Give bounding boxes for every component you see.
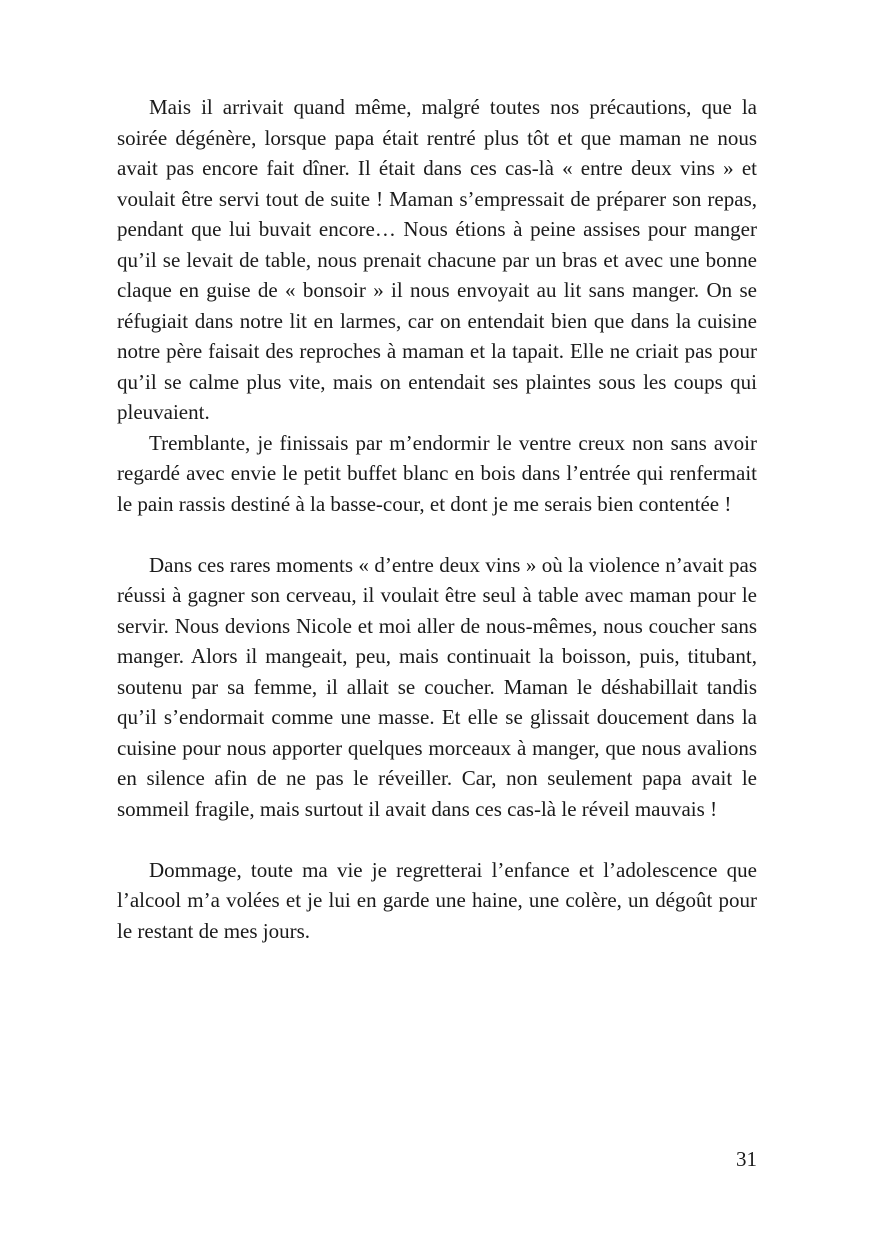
page-number: 31 — [736, 1147, 757, 1171]
paragraph: Tremblante, je finissais par m’endormir le ventre creux non sans avoir regardé avec envie le petit buffet blanc en bois dans l’entrée qui renfermait le pain rassis destiné à la basse-cour, et dont je me serais bien contentée ! — [117, 430, 757, 516]
paragraph-spacer — [117, 824, 757, 855]
paragraph: Mais il arrivait quand même, malgré toutes nos précautions, que la soirée dégénère, lorsque papa était rentré plus tôt et que maman ne nous avait pas encore fait dîner. Il était dans ces cas-là « entre deux vins » et voulait être servi tout de suite ! Maman s’empressait de préparer son repas, pendant que lui buvait encore… Nous étions à peine assises pour manger qu’il se levait de table, nous prenait chacune par un bras et avec une bonne claque en guise de « bonsoir » il nous envoyait au lit sans manger. On se réfugiait dans notre lit en larmes, car on entendait bien que dans la cuisine notre père faisait des reproches à maman et la tapait. Elle ne criait pas pour qu’il se calme plus vite, mais on entendait ses plaintes sous les coups qui pleuvaient. — [117, 95, 757, 424]
paragraph: Dommage, toute ma vie je regretterai l’enfance et l’adolescence que l’alcool m’a volées et je lui en garde une haine, une colère, un dégoût pour le restant de mes jours. — [117, 857, 757, 943]
paragraph: Dans ces rares moments « d’entre deux vins » où la violence n’avait pas réussi à gagner son cerveau, il voulait être seul à table avec maman pour le servir. Nous devions Nicole et moi aller de nous-mêmes, nous coucher sans manger. Alors il mangeait, peu, mais continuait la boisson, puis, titubant, soutenu par sa femme, il allait se coucher. Maman le déshabillait tandis qu’il s’endormait comme une masse. Et elle se glissait doucement dans la cuisine pour nous apporter quelques morceaux à manger, que nous avalions en silence afin de ne pas le réveiller. Car, non seulement papa avait le sommeil fragile, mais surtout il avait dans ces cas-là le réveil mauvais ! — [117, 552, 757, 821]
paragraph-spacer — [117, 519, 757, 550]
body-text — [117, 92, 757, 946]
